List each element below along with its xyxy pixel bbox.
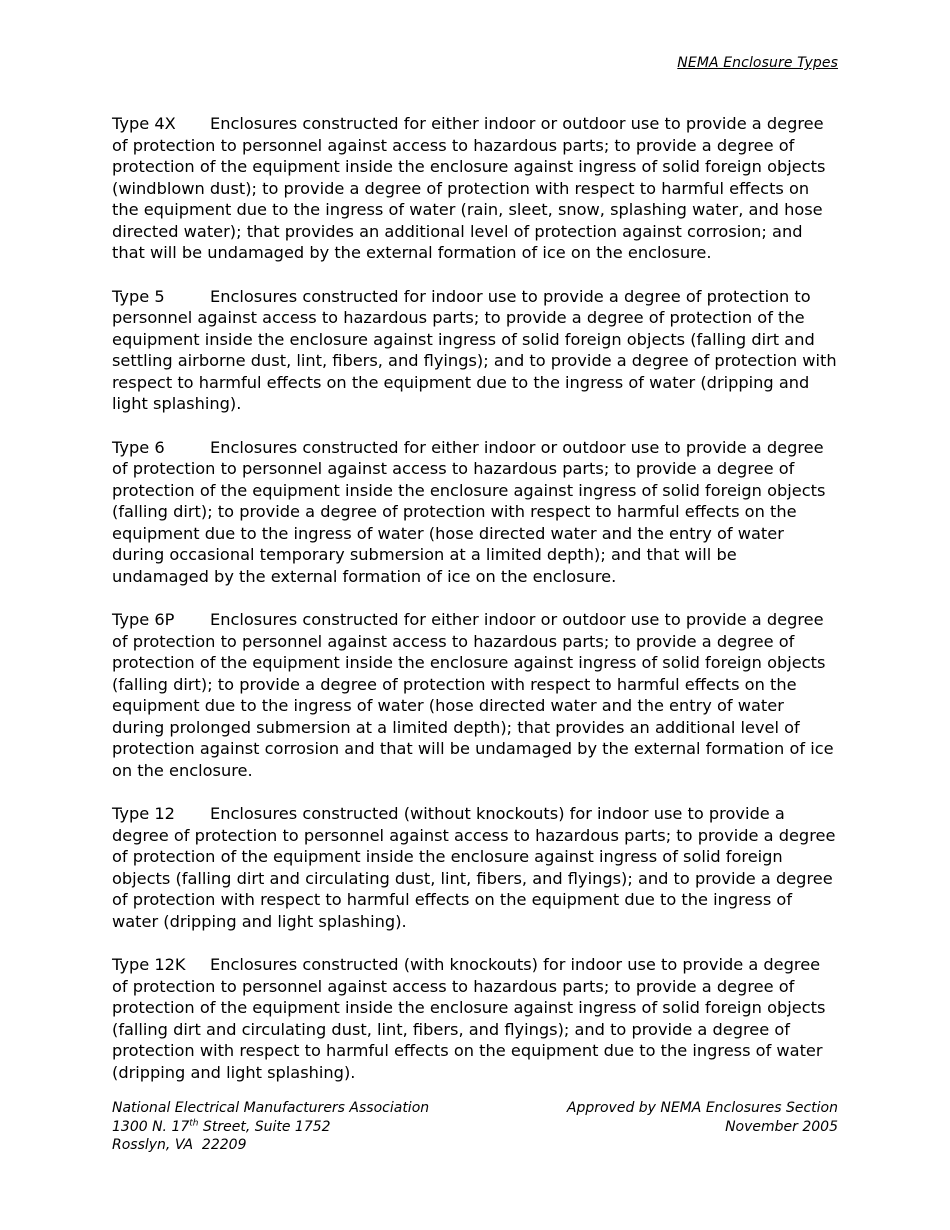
enclosure-description: Enclosures constructed for either indoor or outdoor use to provide a degree of protection to personnel against access to hazardous parts; to provide a degree of protection of the equipment inside the enclosure against ingress of solid foreign objects (falling dirt); to provide a degree of protection with respect to harmful effects on the equipment due to the ingress of water (hose directed water and the entry of water during occasional temporary submersion at a limited depth); and that will be undamaged by the external formation of ice on the enclosure.: [112, 437, 826, 586]
footer-street-number: 1300 N. 17: [112, 1118, 190, 1135]
footer-approval: [567, 1099, 838, 1136]
footer-address: [112, 1099, 429, 1155]
footer-street-suffix: th: [189, 1117, 199, 1128]
enclosure-type-label: Type 5: [112, 286, 165, 306]
enclosure-description: Enclosures constructed for either indoor or outdoor use to provide a degree of protection to personnel against access to hazardous parts; to provide a degree of protection of the equipment inside the enclosure against ingress of solid foreign objects (windblown dust); to provide a degree of protection with respect to harmful effects on the equipment due to the ingress of water (rain, sleet, snow, splashing water, and hose directed water); that provides an additional level of protection against corrosion; and that will be undamaged by the external formation of ice on the enclosure.: [112, 114, 826, 262]
enclosure-type-label: Type 12K: [112, 955, 186, 974]
footer-date: November 2005: [725, 1118, 838, 1135]
enclosure-entry-type-12: [112, 803, 838, 932]
enclosure-type-label: Type 6: [112, 437, 165, 457]
footer-approval-text: Approved by NEMA Enclosures Section: [566, 1100, 838, 1116]
enclosure-type-list: [112, 113, 838, 1105]
enclosure-entry-type-6p: [112, 609, 838, 781]
enclosure-type-label: Type 6P: [112, 610, 175, 629]
page-header-title: NEMA Enclosure Types: [677, 55, 838, 71]
footer-org-name: National Electrical Manufacturers Association: [112, 1100, 430, 1116]
enclosure-entry-type-4x: [112, 113, 838, 264]
footer-street-rest: Street, Suite 1752: [198, 1118, 331, 1135]
footer-city: Rosslyn, VA 22209: [112, 1137, 247, 1153]
enclosure-entry-type-6: [112, 437, 838, 588]
footer-street: [112, 1118, 429, 1137]
enclosure-entry-type-5: [112, 286, 838, 415]
enclosure-description: Enclosures constructed (with knockouts) for indoor use to provide a degree of protection to personnel against access to hazardous parts; to provide a degree of protection of the equipment inside the enclosure against ingress of solid foreign objects (falling dirt and circulating dust, lint, fibers, and flyings); and to provide a degree of protection with respect to harmful effects on the equipment due to the ingress of water (dripping and light splashing).: [112, 955, 826, 1082]
enclosure-type-label: Type 4X: [112, 114, 176, 133]
enclosure-entry-type-12k: [112, 954, 838, 1083]
enclosure-description: Enclosures constructed (without knockouts) for indoor use to provide a degree of protection to personnel against access to hazardous parts; to provide a degree of protection of the equipment inside the enclosure against ingress of solid foreign objects (falling dirt and circulating dust, lint, fibers, and flyings); and to provide a degree of protection with respect to harmful effects on the equipment due to the ingress of water (dripping and light splashing).: [112, 804, 836, 931]
enclosure-description: Enclosures constructed for either indoor or outdoor use to provide a degree of protection to personnel against access to hazardous parts; to provide a degree of protection of the equipment inside the enclosure against ingress of solid foreign objects (falling dirt); to provide a degree of protection with respect to harmful effects on the equipment due to the ingress of water (hose directed water and the entry of water during prolonged submersion at a limited depth); that provides an additional level of protection against corrosion and that will be undamaged by the external formation of ice on the enclosure.: [112, 610, 834, 780]
enclosure-description: Enclosures constructed for indoor use to provide a degree of protection to personnel against access to hazardous parts; to provide a degree of protection of the equipment inside the enclosure against ingress of solid foreign objects (falling dirt and settling airborne dust, lint, fibers, and flyings); and to provide a degree of protection with respect to harmful effects on the equipment due to the ingress of water (dripping and light splashing).: [112, 286, 837, 413]
enclosure-type-label: Type 12: [112, 804, 175, 823]
